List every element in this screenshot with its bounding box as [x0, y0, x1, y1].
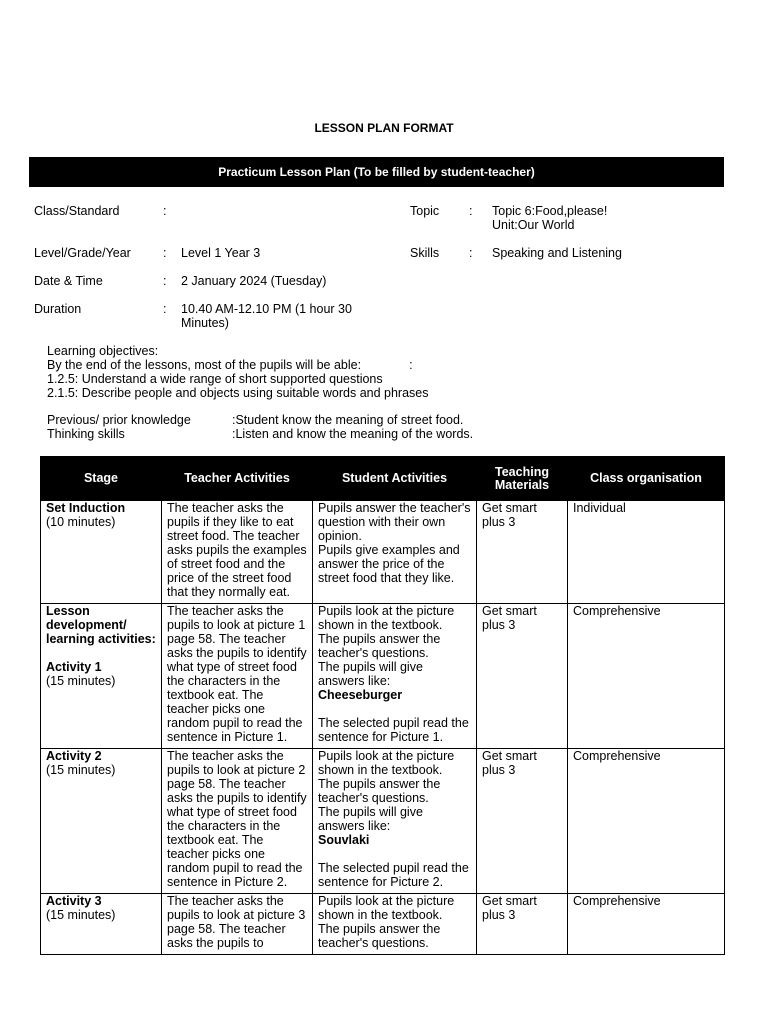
materials-text: Get smart plus 3	[482, 894, 537, 922]
materials-cell	[477, 894, 568, 955]
teacher-text: The teacher asks the pupils if they like to eat street food. The teacher asks pupils the examples of street food and the price of the street food that they normally eat.	[167, 501, 307, 599]
info-label: Class/Standard	[34, 204, 120, 218]
materials-cell	[477, 501, 568, 604]
table-row	[41, 894, 725, 955]
table-header-row	[41, 457, 725, 501]
stage-cell	[41, 501, 162, 604]
teacher-text: The teacher asks the pupils to look at picture 1 page 58. The teacher asks the pupils to identify what type of street food the characters in the textbook eat. The teacher picks one random pupil to read the sentence in Picture 1.	[167, 604, 307, 744]
organisation-cell	[568, 604, 725, 749]
organisation-text: Comprehensive	[573, 894, 661, 908]
info-value-line2: Unit:Our World	[492, 218, 575, 232]
prior-value: :Student know the meaning of street food.	[232, 413, 464, 427]
stage-time: (15 minutes)	[46, 763, 116, 777]
student-text: The pupils will give answers like:	[318, 805, 423, 833]
teacher-activity-cell	[162, 604, 313, 749]
info-value: 10.40 AM-12.10 PM (1 hour 30 Minutes)	[181, 302, 352, 330]
spacer	[318, 847, 471, 861]
student-text: Pupils give examples and answer the price of the street food that they like.	[318, 543, 460, 585]
info-value: 2 January 2024 (Tuesday)	[181, 274, 327, 288]
info-label: Date & Time	[34, 274, 103, 288]
spacer	[46, 646, 156, 660]
info-label: Level/Grade/Year	[34, 246, 131, 260]
student-text: The selected pupil read the sentence for Picture 2.	[318, 861, 469, 889]
student-text: The selected pupil read the sentence for Picture 1.	[318, 716, 469, 744]
info-colon: :	[163, 302, 167, 316]
organisation-text: Individual	[573, 501, 626, 515]
spacer	[318, 702, 471, 716]
info-label: Skills	[410, 246, 440, 260]
student-activity-cell	[313, 749, 477, 894]
document-title: LESSON PLAN FORMAT	[314, 121, 454, 135]
teacher-text: The teacher asks the pupils to look at picture 2 page 58. The teacher asks the pupils to identify what type of street food the characters in the textbook eat. The teacher picks one random pupil to read the sentence in Picture 2.	[167, 749, 307, 889]
objectives-intro	[47, 358, 429, 372]
organisation-text: Comprehensive	[573, 604, 661, 618]
materials-text: Get smart plus 3	[482, 501, 537, 529]
teacher-text: The teacher asks the pupils to look at picture 3 page 58. The teacher asks the pupils to	[167, 894, 306, 950]
stage-cell	[41, 894, 162, 955]
objectives-intro-colon: :	[409, 358, 413, 372]
info-value: Level 1 Year 3	[181, 246, 261, 260]
organisation-cell	[568, 501, 725, 604]
objective-item: 1.2.5: Understand a wide range of short supported questions	[47, 372, 383, 386]
materials-text: Get smart plus 3	[482, 749, 537, 777]
student-activity-cell	[313, 894, 477, 955]
objectives-intro-text: By the end of the lessons, most of the pupils will be able:	[47, 358, 362, 372]
stage-title: Set Induction	[46, 501, 126, 515]
table-row	[41, 501, 725, 604]
stage-pre: Lesson development/ learning activities:	[46, 604, 156, 646]
stage-time: (15 minutes)	[46, 908, 116, 922]
prior-value: :Listen and know the meaning of the words.	[232, 427, 474, 441]
header-student-activities: Student Activities	[313, 457, 477, 501]
table-row	[41, 749, 725, 894]
prior-label: Previous/ prior knowledge	[47, 413, 191, 427]
header-class-organisation: Class organisation	[568, 457, 725, 501]
info-colon: :	[163, 246, 167, 260]
stage-title: Activity 3	[46, 894, 102, 908]
organisation-text: Comprehensive	[573, 749, 661, 763]
student-example-answer: Souvlaki	[318, 833, 370, 847]
header-teaching-materials: Teaching Materials	[477, 457, 568, 501]
info-label: Duration	[34, 302, 82, 316]
student-text: Pupils answer the teacher's question with their own opinion.	[318, 501, 471, 543]
stage-time: (15 minutes)	[46, 674, 116, 688]
organisation-cell	[568, 894, 725, 955]
materials-cell	[477, 749, 568, 894]
student-text: Pupils look at the picture shown in the textbook.	[318, 604, 455, 632]
prior-label: Thinking skills	[47, 427, 125, 441]
student-text: Pupils look at the picture shown in the textbook.	[318, 749, 455, 777]
objective-item: 2.1.5: Describe people and objects using suitable words and phrases	[47, 386, 429, 400]
student-text: Pupils look at the picture shown in the textbook.	[318, 894, 455, 922]
stage-cell	[41, 604, 162, 749]
student-text: The pupils will give answers like:	[318, 660, 423, 688]
info-colon: :	[163, 204, 167, 218]
student-example-answer: Cheeseburger	[318, 688, 403, 702]
table-row	[41, 604, 725, 749]
info-colon: :	[469, 204, 473, 218]
student-activity-cell	[313, 604, 477, 749]
teacher-activity-cell	[162, 894, 313, 955]
info-colon: :	[163, 274, 167, 288]
lesson-plan-table	[40, 456, 725, 955]
objectives-heading: Learning objectives:	[47, 344, 159, 358]
student-text: The pupils answer the teacher's questions.	[318, 922, 441, 950]
stage-title: Activity 1	[46, 660, 102, 674]
stage-time: (10 minutes)	[46, 515, 116, 529]
student-text: The pupils answer the teacher's questions.	[318, 777, 441, 805]
materials-cell	[477, 604, 568, 749]
teacher-activity-cell	[162, 749, 313, 894]
organisation-cell	[568, 749, 725, 894]
learning-objectives	[47, 344, 429, 400]
header-teacher-activities: Teacher Activities	[162, 457, 313, 501]
student-activity-cell	[313, 501, 477, 604]
stage-title: Activity 2	[46, 749, 102, 763]
info-value: Topic 6:Food,please!	[492, 204, 608, 218]
header-stage: Stage	[41, 457, 162, 501]
materials-text: Get smart plus 3	[482, 604, 537, 632]
info-value: Speaking and Listening	[492, 246, 622, 260]
stage-cell	[41, 749, 162, 894]
info-colon: :	[469, 246, 473, 260]
teacher-activity-cell	[162, 501, 313, 604]
practicum-banner: Practicum Lesson Plan (To be filled by student-teacher)	[29, 157, 724, 187]
info-label: Topic	[410, 204, 440, 218]
student-text: The pupils answer the teacher's questions.	[318, 632, 441, 660]
